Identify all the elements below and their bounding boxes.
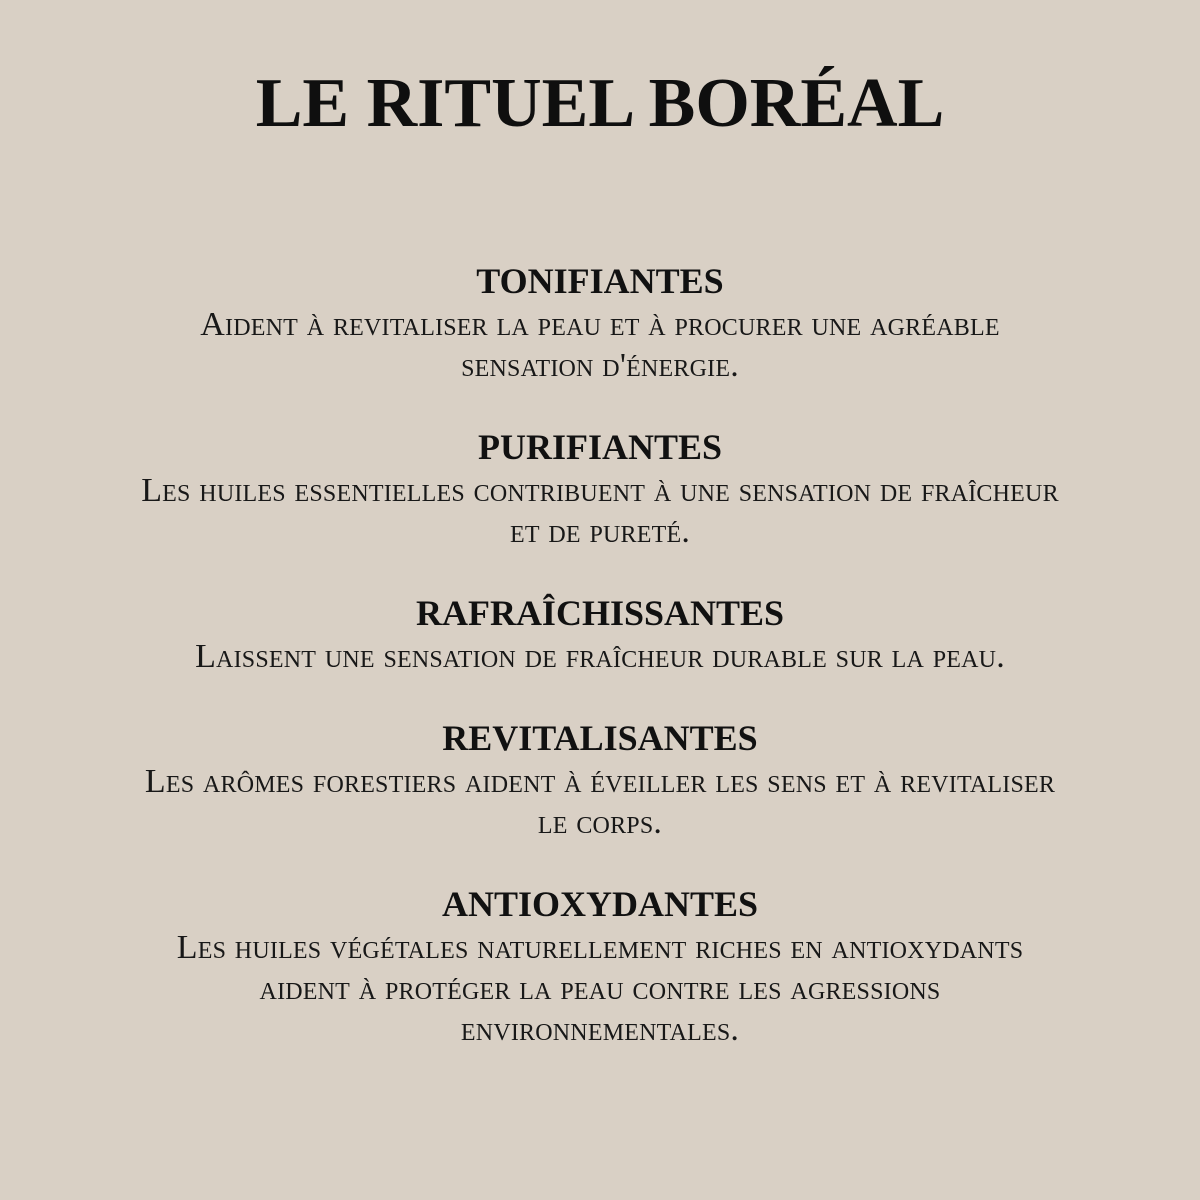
benefit-section-revitalisantes (140, 715, 1060, 843)
benefit-heading: RAFRAÎCHISSANTES (415, 593, 785, 633)
benefit-section-antioxydantes (140, 881, 1060, 1050)
benefit-section-rafraichissantes (140, 590, 1060, 677)
benefit-section-purifiantes (140, 424, 1060, 552)
page-title: LE RITUEL BORÉAL (255, 65, 945, 142)
benefit-description: Les huiles essentielles contribuent à une sensation de fraîcheur et de pureté. (141, 472, 1059, 550)
benefit-heading: ANTIOXYDANTES (441, 884, 759, 924)
benefit-description: Les huiles végétales naturellement riches en antioxydants aident à protéger la peau contre les agressions environnementales. (176, 929, 1024, 1048)
benefit-description: Aident à revitaliser la peau et à procurer une agréable sensation d'énergie. (200, 306, 1000, 384)
benefit-heading: PURIFIANTES (477, 427, 723, 467)
benefit-description: Laissent une sensation de fraîcheur durable sur la peau. (195, 638, 1005, 675)
benefit-section-tonifiantes (140, 258, 1060, 386)
benefit-heading: TONIFIANTES (476, 261, 724, 301)
benefits-list (140, 258, 1060, 1088)
benefit-heading: REVITALISANTES (442, 718, 758, 758)
benefit-description: Les arômes forestiers aident à éveiller les sens et à revitaliser le corps. (144, 763, 1056, 841)
